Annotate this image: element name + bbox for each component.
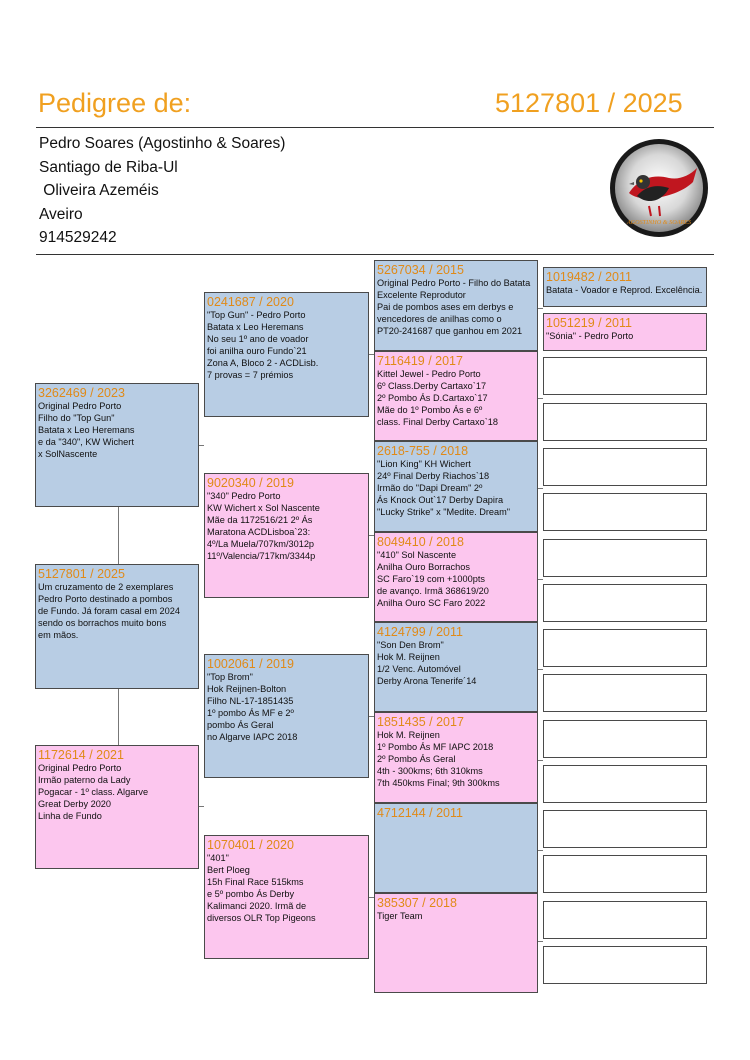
ring-number: 3262469 / 2023 — [38, 386, 125, 400]
ring-number: 8049410 / 2018 — [377, 535, 464, 549]
empty-pigeon-card[interactable] — [543, 810, 707, 848]
empty-pigeon-card[interactable] — [543, 584, 707, 622]
pigeon-card-gen4[interactable] — [374, 351, 538, 441]
pigeon-info: Hok M. Reijnen 1º Pombo Ás MF IAPC 2018 2º Pombo Ás Geral 4th - 300kms; 6th 310kms 7th 450kms Final; 9th 300kms — [377, 730, 500, 788]
ring-number: 385307 / 2018 — [377, 896, 457, 910]
empty-pigeon-card[interactable] — [543, 629, 707, 667]
ring-number: 4124799 / 2011 — [377, 625, 463, 639]
pigeon-card-sire[interactable] — [35, 383, 199, 507]
pigeon-card-gen4[interactable] — [374, 893, 538, 993]
empty-pigeon-card[interactable] — [543, 448, 707, 486]
ring-number: 0241687 / 2020 — [207, 295, 294, 309]
owner-region: Aveiro — [39, 205, 83, 223]
ring-number: 1019482 / 2011 — [546, 270, 632, 284]
pigeon-card-dam[interactable] — [35, 745, 199, 869]
pigeon-card-gen4[interactable] — [374, 712, 538, 803]
pigeon-info: Original Pedro Porto Filho do "Top Gun" Batata x Leo Heremans e da "340", KW Wichert x SolNascente — [38, 401, 135, 459]
empty-pigeon-card[interactable] — [543, 493, 707, 531]
ring-number: 5267034 / 2015 — [377, 263, 464, 277]
owner-name: Pedro Soares (Agostinho & Soares) — [39, 135, 286, 152]
pigeon-info: Original Pedro Porto - Filho do Batata Excelente Reprodutor Pai de pombos ases em derbys e vencedores de anilhas como o PT20-241687 que ganhou em 2021 — [377, 278, 531, 336]
pigeon-card-gen5[interactable] — [543, 267, 707, 307]
pigeon-info: "Son Den Brom" Hok M. Reijnen 1/2 Venc. Automóvel Derby Arona Tenerife´14 — [377, 640, 477, 686]
pedigree-ring-number: 5127801 / 2025 — [495, 88, 683, 118]
connector-line — [118, 689, 119, 745]
pigeon-card-grandsire-maternal[interactable] — [204, 654, 369, 778]
empty-pigeon-card[interactable] — [543, 855, 707, 893]
ring-number: 1851435 / 2017 — [377, 715, 464, 729]
pigeon-card-gen4[interactable] — [374, 532, 538, 622]
pigeon-card-gen5[interactable] — [543, 313, 707, 351]
pigeon-info: "Top Gun" - Pedro Porto Batata x Leo Heremans No seu 1º ano de voador foi anilha ouro Fundo`21 Zona A, Bloco 2 - ACDLisb. 7 provas = 7 prémios — [207, 310, 319, 380]
pigeon-info: Um cruzamento de 2 exemplares Pedro Porto destinado a pombos de Fundo. Já foram casal em 2024 sendo os borrachos muito bons em mãos. — [38, 582, 180, 640]
owner-phone: 914529242 — [39, 229, 117, 246]
connector-line — [118, 507, 119, 564]
pedigree-title: Pedigree de: — [38, 88, 192, 118]
ring-number: 4712144 / 2011 — [377, 806, 463, 820]
empty-pigeon-card[interactable] — [543, 946, 707, 984]
pigeon-info: "340" Pedro Porto KW Wichert x Sol Nascente Mãe da 1172516/21 2º Ás Maratona ACDLisboa`23: 4º/La Muela/707km/3012p 11º/Valencia/717km/3344p — [207, 491, 320, 561]
ring-number: 9020340 / 2019 — [207, 476, 294, 490]
owner-address-line: Oliveira Azeméis — [39, 182, 159, 199]
owner-divider — [36, 254, 714, 255]
pigeon-info: Tiger Team — [377, 911, 423, 921]
empty-pigeon-card[interactable] — [543, 674, 707, 712]
empty-pigeon-card[interactable] — [543, 539, 707, 577]
pigeon-card-granddam-paternal[interactable] — [204, 473, 369, 598]
empty-pigeon-card[interactable] — [543, 357, 707, 395]
pigeon-info: "Lion King" KH Wichert 24º Final Derby Riachos`18 Irmão do "Dapi Dream" 2º Ás Knock Out`17 Derby Dapira "Lucky Strike" x "Medite. Dream" — [377, 459, 511, 517]
owner-info — [39, 132, 285, 250]
ring-number: 1070401 / 2020 — [207, 838, 294, 852]
empty-pigeon-card[interactable] — [543, 720, 707, 758]
ring-number: 7116419 / 2017 — [377, 354, 463, 368]
pigeon-card-granddam-maternal[interactable] — [204, 835, 369, 959]
pigeon-info: Kittel Jewel - Pedro Porto 6º Class.Derby Cartaxo`17 2º Pombo Ás D.Cartaxo`17 Mãe do 1º Pombo Ás e 6º class. Final Derby Cartaxo`18 — [377, 369, 499, 427]
empty-pigeon-card[interactable] — [543, 765, 707, 803]
pigeon-info — [375, 820, 537, 821]
pigeon-info: "410" Sol Nascente Anilha Ouro Borrachos SC Faro`19 com +1000pts de avanço. Irmã 368619/20 Anilha Ouro SC Faro 2022 — [377, 550, 489, 608]
header-divider — [36, 127, 714, 128]
pigeon-info: "401" Bert Ploeg 15h Final Race 515kms e 5º pombo Ás Derby Kalimanci 2020. Irmã de diversos OLR Top Pigeons — [207, 853, 316, 923]
empty-pigeon-card[interactable] — [543, 901, 707, 939]
logo-text: AGOSTINHO & SOARES — [626, 219, 692, 226]
pigeon-logo-icon — [609, 138, 709, 238]
empty-pigeon-card[interactable] — [543, 403, 707, 441]
ring-number: 1051219 / 2011 — [546, 316, 632, 330]
ring-number: 5127801 / 2025 — [38, 567, 125, 581]
pigeon-info: Batata - Voador e Reprod. Excelência. — [546, 285, 703, 295]
owner-address-line: Santiago de Riba-Ul — [39, 158, 178, 176]
pigeon-card-gen4[interactable] — [374, 622, 538, 712]
pigeon-card-subject[interactable] — [35, 564, 199, 689]
pigeon-info: "Top Brom" Hok Reijnen-Bolton Filho NL-17-1851435 1º pombo Ás MF e 2º pombo Ás Geral no Algarve IAPC 2018 — [207, 672, 298, 742]
ring-number: 2618-755 / 2018 — [377, 444, 469, 458]
pigeon-card-gen4[interactable] — [374, 441, 538, 532]
pigeon-info: Original Pedro Porto Irmão paterno da Lady Pogacar - 1º class. Algarve Great Derby 2020 Linha de Fundo — [38, 763, 149, 821]
ring-number: 1002061 / 2019 — [207, 657, 294, 671]
ring-number: 1172614 / 2021 — [38, 748, 124, 762]
pigeon-info: "Sónia" - Pedro Porto — [546, 331, 634, 341]
pigeon-card-gen4[interactable] — [374, 260, 538, 351]
pigeon-card-gen4[interactable] — [374, 803, 538, 893]
pigeon-card-grandsire-paternal[interactable] — [204, 292, 369, 417]
